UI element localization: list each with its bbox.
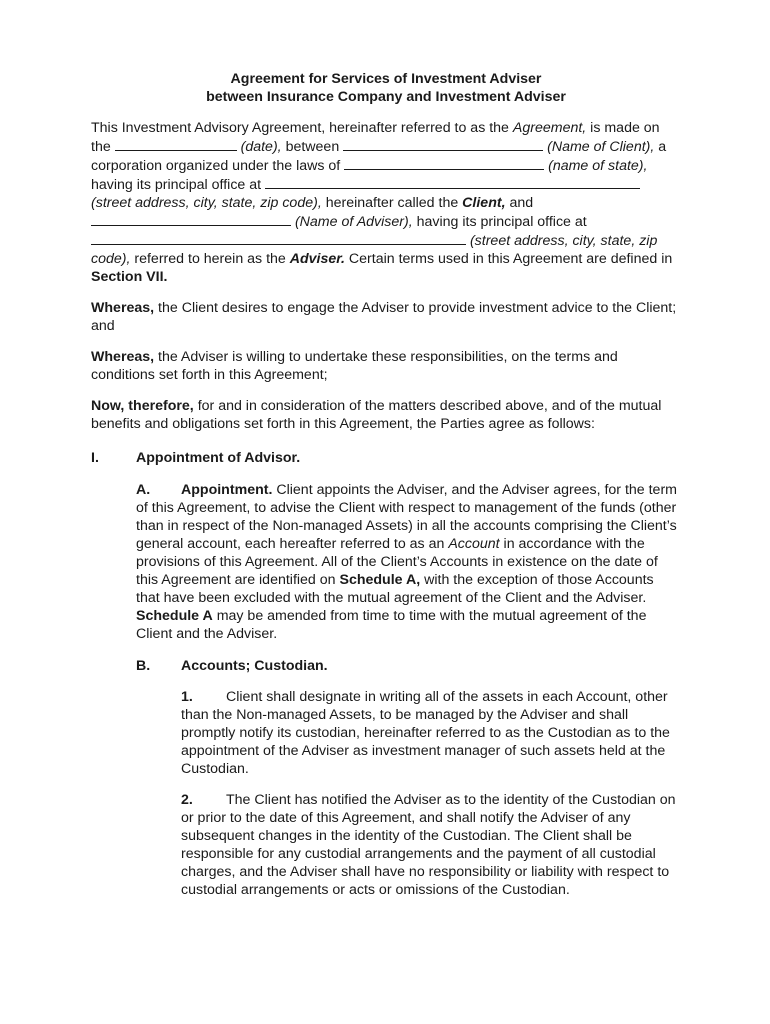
title-line-2: between Insurance Company and Investment Adviser: [206, 89, 566, 105]
subsection-text: in accordance with the provisions of this Agreement. All of the Client’s Accounts in existence on the date of this Agreement are identified on: [136, 536, 658, 588]
client-address-blank[interactable]: [265, 175, 640, 189]
intro-text: This Investment Advisory Agreement, hereinafter referred to as the: [91, 120, 513, 136]
intro-text: Certain terms used in this Agreement are defined in: [344, 251, 673, 267]
now-therefore-paragraph: [91, 397, 681, 433]
intro-text: having its principal office at: [412, 214, 587, 230]
whereas-lead: Whereas,: [91, 300, 155, 316]
document-page: [91, 70, 681, 899]
term-agreement: Agreement,: [512, 120, 587, 136]
subsection-text: may be amended from time to time with the mutual agreement of the Client and the Adviser.: [136, 608, 647, 642]
intro-text: between: [281, 139, 344, 155]
subsection-number: B.: [136, 658, 151, 674]
adviser-name-label: (Name of Adviser),: [291, 214, 413, 230]
client-name-label: (Name of Client),: [543, 139, 655, 155]
whereas-lead: Whereas,: [91, 349, 155, 365]
section-heading-1: [91, 449, 681, 467]
adviser-name-blank[interactable]: [91, 212, 291, 226]
intro-text: is made on the: [91, 120, 660, 155]
item-number: 2.: [181, 792, 193, 808]
subsection-text: with the exception of those Accounts that have been excluded with the mutual agreement of the Client and the Adviser.: [136, 572, 654, 606]
intro-text: hereinafter called the: [321, 195, 463, 211]
whereas-paragraph-1: [91, 299, 681, 335]
title-line-1: Agreement for Services of Investment Adviser: [230, 71, 542, 87]
subsection-title: Accounts; Custodian.: [181, 658, 328, 674]
whereas-text: the Client desires to engage the Adviser to provide investment advice to the Client; and: [91, 300, 677, 334]
subsection-a: [136, 481, 681, 643]
subsection-text: Client appoints the Adviser, and the Adviser agrees, for the term of this Agreement, to advise the Client with respect to management of the funds (other than in respect of the Non-managed Assets) in all the accounts comprising the Client’s general account, each hereafter referred to as an: [136, 482, 677, 552]
now-therefore-text: for and in consideration of the matters described above, and of the mutual benefits and obligations set forth in this Agreement, the Parties agree as follows:: [91, 398, 662, 432]
list-item-2: [181, 791, 681, 899]
intro-paragraph: [91, 119, 681, 286]
adviser-address-label: (street address, city, state, zip code),: [91, 233, 658, 267]
adviser-address-blank[interactable]: [91, 231, 466, 245]
client-name-blank[interactable]: [343, 137, 543, 151]
term-client: Client,: [462, 195, 506, 211]
state-blank[interactable]: [344, 156, 544, 170]
intro-text: referred to herein as the: [130, 251, 290, 267]
intro-text: a corporation organized under the laws of: [91, 139, 667, 174]
subsection-b: [136, 657, 681, 675]
item-text: Client shall designate in writing all of the assets in each Account, other than the Non-managed Assets, to be managed by the Adviser and shall promptly notify its custodian, hereinafter referred to as the Custodian as to the appointment of the Adviser as investment manager of such assets held at the Custodian.: [181, 689, 670, 777]
term-adviser: Adviser.: [289, 251, 345, 267]
item-number: 1.: [181, 689, 193, 705]
state-label: (name of state),: [544, 158, 648, 174]
subsection-number: A.: [136, 482, 151, 498]
schedule-a-reference: Schedule A: [136, 608, 213, 624]
schedule-a-reference: Schedule A,: [339, 572, 421, 588]
list-item-1: [181, 688, 681, 778]
subsection-title: Appointment.: [181, 482, 273, 498]
intro-text: having its principal office at: [91, 177, 266, 193]
client-address-label: (street address, city, state, zip code),: [91, 195, 322, 211]
section-reference: Section VII.: [91, 269, 168, 285]
date-blank[interactable]: [115, 137, 237, 151]
item-text: The Client has notified the Adviser as to the identity of the Custodian on or prior to the date of this Agreement, and shall notify the Adviser of any subsequent changes in the identity of the Custodian. The Client shall be responsible for any custodial arrangements and the payment of all custodial charges, and the Adviser shall have no responsibility or liability with respect to custodial arrangements or acts or omissions of the Custodian.: [181, 792, 676, 898]
intro-text: and: [505, 195, 534, 211]
now-therefore-lead: Now, therefore,: [91, 398, 194, 414]
date-label: (date),: [236, 139, 282, 155]
document-title: [91, 70, 681, 106]
term-account: Account: [448, 536, 500, 552]
section-number: I.: [91, 450, 99, 466]
whereas-paragraph-2: [91, 348, 681, 384]
whereas-text: the Adviser is willing to undertake these responsibilities, on the terms and conditions set forth in this Agreement;: [91, 349, 618, 383]
section-title: Appointment of Advisor.: [136, 450, 301, 466]
